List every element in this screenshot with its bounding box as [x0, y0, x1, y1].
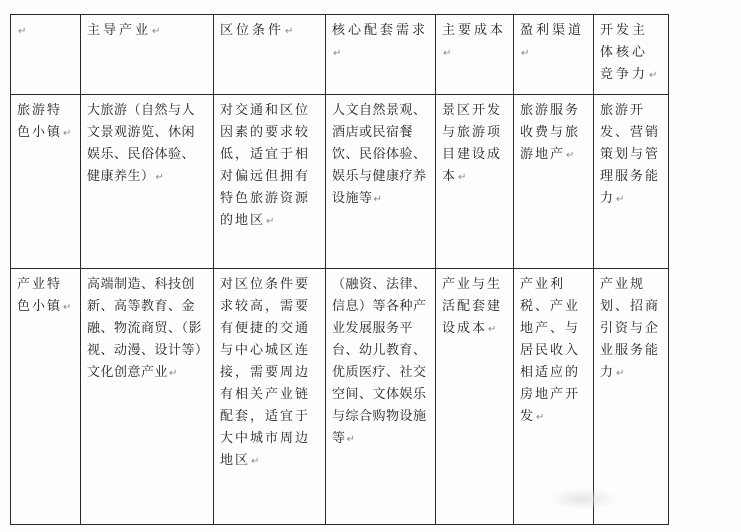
cost-cell: 产业与生活配套建设成本↵: [436, 269, 514, 525]
row-type-cell: 产业特色小镇↵: [11, 269, 81, 525]
paragraph-mark-icon: ↵: [566, 150, 577, 161]
paragraph-mark-icon: ↵: [616, 194, 627, 205]
paragraph-mark-icon: ↵: [373, 194, 383, 205]
header-cell-profit: 盈利渠道↵: [514, 15, 594, 95]
competence-cell: 旅游开发、营销策划与管理服务能力↵: [594, 95, 669, 269]
scan-smudge: [548, 488, 618, 510]
industry-cell: 高端制造、科技创新、高等教育、金融、物流商贸、（影视、动漫、设计等）文化创意产业↵: [81, 269, 214, 525]
paragraph-mark-icon: ↵: [169, 368, 178, 379]
header-cell-competence: 开发主体核心竞争力↵: [594, 15, 669, 95]
header-cell-location: 区位条件↵: [214, 15, 326, 95]
paragraph-mark-icon: ↵: [285, 26, 297, 37]
competence-cell: 产业规划、招商引资与企业服务能力↵: [594, 269, 669, 525]
profit-cell: 产业利税、产业地产、与居民收入相适应的房地产开发↵: [514, 269, 594, 525]
profit-cell: 旅游服务收费与旅游地产↵: [514, 95, 594, 269]
header-cell-cost: 主要成本↵: [436, 15, 514, 95]
paragraph-mark-icon: ↵: [155, 172, 165, 183]
paragraph-mark-icon: ↵: [521, 48, 533, 59]
comparison-table: [10, 14, 669, 525]
paragraph-mark-icon: ↵: [616, 368, 627, 379]
table-row: [11, 95, 669, 269]
support-cell: （融资、法律、信息）等各种产业发展服务平台、幼儿教育、优质医疗、社交空间、文体娱乐与综合购物设施等↵: [326, 269, 436, 525]
header-row: [11, 15, 669, 95]
paragraph-mark-icon: ↵: [266, 216, 277, 227]
paragraph-mark-icon: ↵: [488, 324, 499, 335]
paragraph-mark-icon: ↵: [443, 48, 455, 59]
header-cell-empty: [11, 15, 81, 95]
header-cell-industry: 主导产业↵: [81, 15, 214, 95]
location-cell: 对交通和区位因素的要求较低，适宜于相对偏远但拥有特色旅游资源的地区↵: [214, 95, 326, 269]
paragraph-mark-icon: ↵: [458, 172, 469, 183]
paragraph-mark-icon: ↵: [333, 48, 345, 59]
header-cell-support: 核心配套需求↵: [326, 15, 436, 95]
cost-cell: 景区开发与旅游项目建设成本↵: [436, 95, 514, 269]
paragraph-mark-icon: ↵: [18, 26, 30, 37]
row-type-cell: 旅游特色小镇↵: [11, 95, 81, 269]
table-row: [11, 269, 669, 525]
paragraph-mark-icon: ↵: [649, 70, 661, 81]
paragraph-mark-icon: ↵: [536, 412, 547, 423]
support-cell: 人文自然景观、酒店或民宿餐饮、民俗体验、娱乐与健康疗养设施等↵: [326, 95, 436, 269]
industry-cell: 大旅游（自然与人文景观游览、休闲娱乐、民俗体验、健康养生）↵: [81, 95, 214, 269]
paragraph-mark-icon: ↵: [63, 128, 74, 139]
paragraph-mark-icon: ↵: [346, 434, 356, 445]
location-cell: 对区位条件要求较高，需要有便捷的交通与中心城区连接，需要周边有相关产业链配套，适宜于大中城市周边地区↵: [214, 269, 326, 525]
paragraph-mark-icon: ↵: [63, 302, 74, 313]
paragraph-mark-icon: ↵: [152, 26, 164, 37]
paragraph-mark-icon: ↵: [251, 456, 262, 467]
